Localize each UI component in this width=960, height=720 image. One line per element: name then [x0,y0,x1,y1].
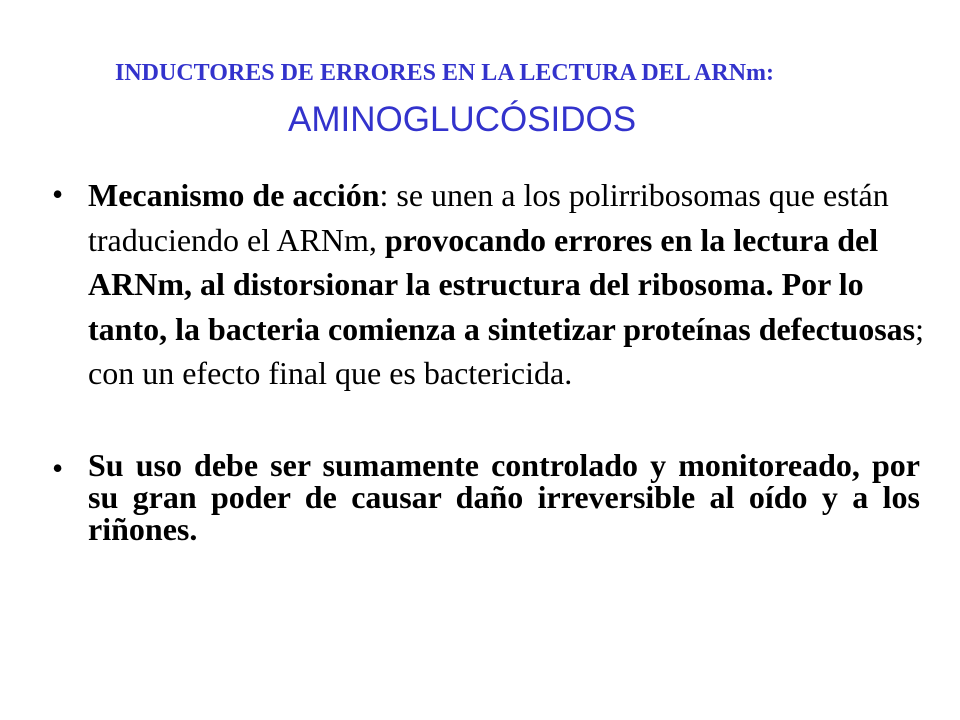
bullet-1-label: Mecanismo de acción [88,177,380,213]
bullet-1-marker: • [52,176,64,212]
bullet-2-text: Su uso debe ser sumamente controlado y monitoreado, por su gran poder de causar daño irreversible al oído y a los riñones. [88,447,920,547]
bullet-1-bold-b: provocando errores en la lectura del ARNm, al distorsionar la estructura del ribosoma. Por lo tanto, la bacteria comienza a sintetizar proteínas defectuosas [88,221,916,347]
slide-title-line2: AMINOGLUCÓSIDOS [288,100,637,139]
bullet-1-text-c: ; con un efecto final que es bactericida. [88,310,925,391]
slide-title-line1: INDUCTORES DE ERRORES EN LA LECTURA DEL ARNm: [115,60,775,86]
bullet-1-text-a: : se unen a los polirribosomas que están traduciendo el ARNm, [88,177,889,258]
bullet-1-text [88,173,928,396]
bullet-2-marker: • [52,450,64,486]
